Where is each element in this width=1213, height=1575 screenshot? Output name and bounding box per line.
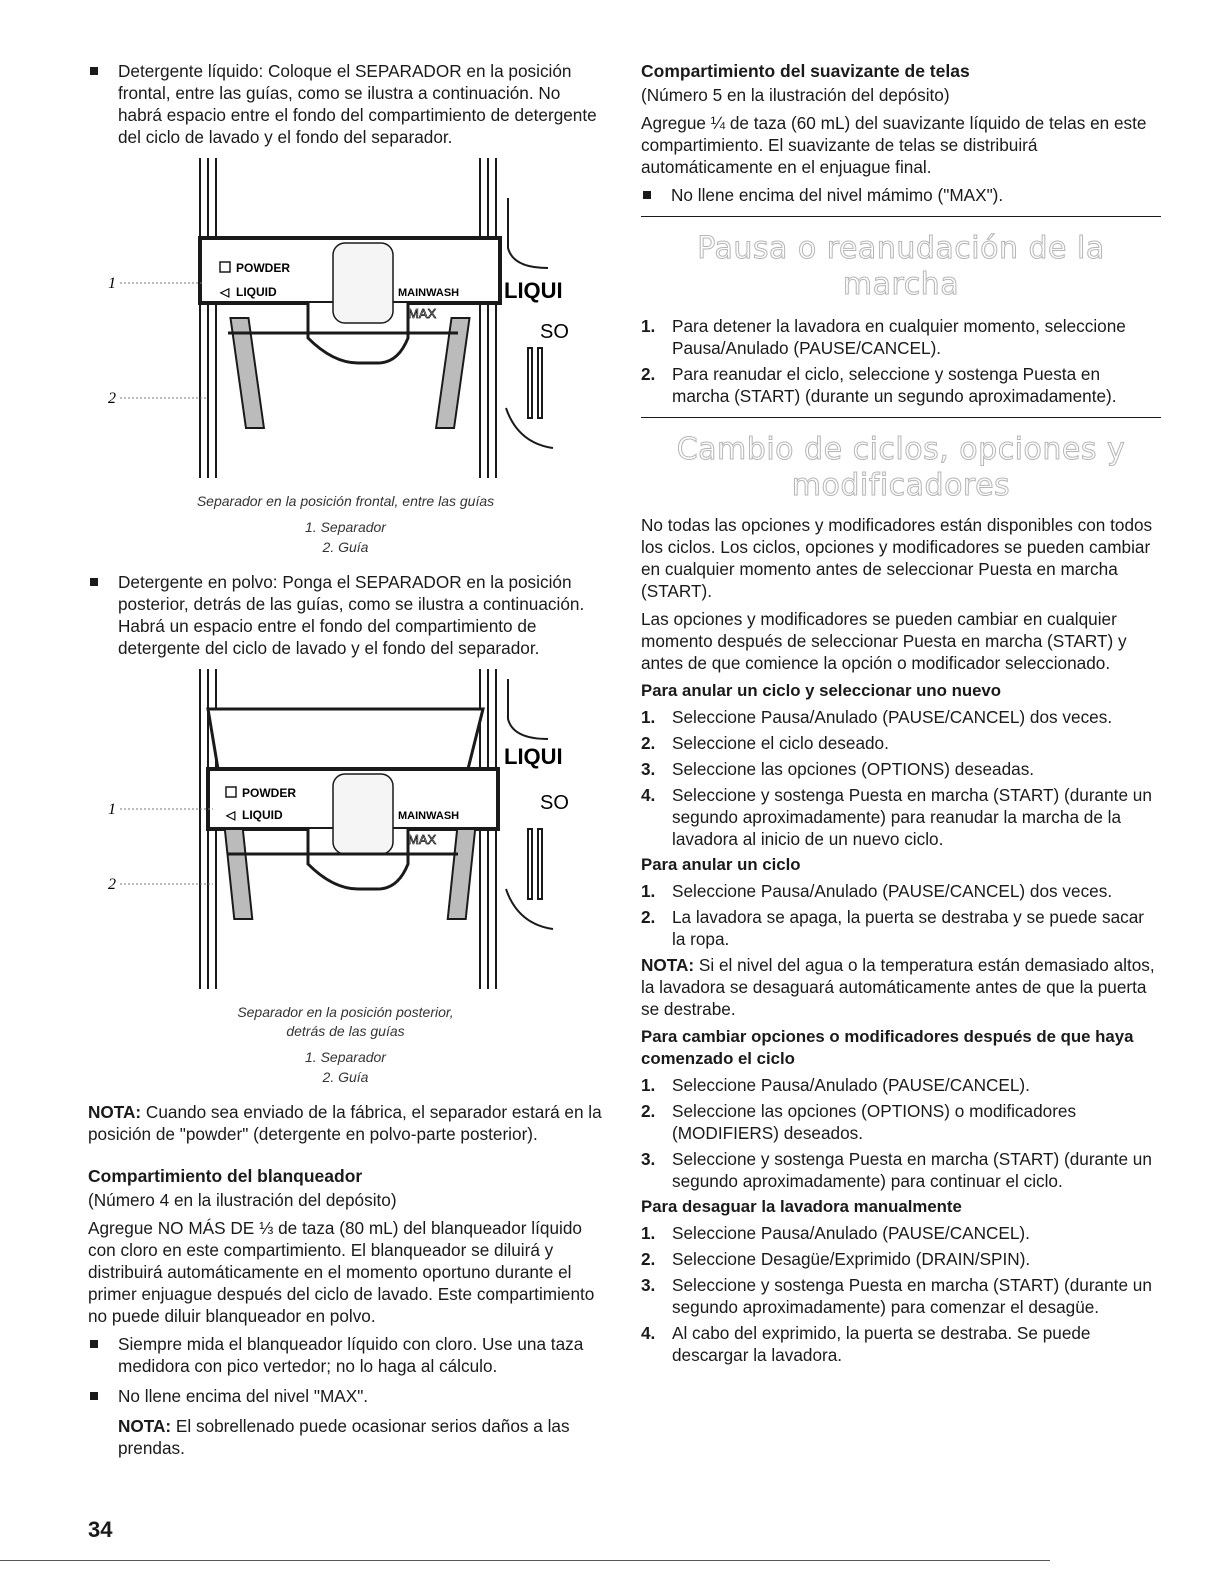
note-drain-before-unlock: NOTA: Si el nivel del agua o la temperatura están demasiado altos, la lavadora se desaguará automáticamente antes de que la puerta se destrabe. [641, 955, 1155, 1019]
bleach-subtitle: (Número 4 en la ilustración del depósito) [88, 1190, 397, 1210]
legend-item-separador: 1. Separador [305, 519, 386, 535]
list-item: 2. Para reanudar el ciclo, seleccione y sostenga Puesta en marcha (START) (durante un segundo aproximadamente). [641, 364, 1117, 406]
note-factory-position: NOTA: Cuando sea enviado de la fábrica, el separador estará en la posición de "powder" (detergente en polvo-parte posterior). [88, 1102, 602, 1144]
softener-bullet: No llene encima del nivel mámimo ("MAX"). [641, 184, 1161, 206]
callout-2: 2 [108, 876, 116, 893]
softener-text: Agregue ¼ de taza (60 mL) del suavizante líquido de telas en este compartimiento. El suavizante de telas se distribuirá automáticamente en el enjuague final. [641, 113, 1147, 177]
list-item: 3. Seleccione las opciones (OPTIONS) deseadas. [641, 759, 1035, 779]
footer-rule [0, 1560, 1050, 1561]
list-item: 4. Seleccione y sostenga Puesta en marcha (START) (durante un segundo aproximadamente) para reanudar la marcha de la lavadora al inicio de un nuevo ciclo. [641, 785, 1152, 849]
figure1-legend [88, 517, 603, 557]
change-paragraph-2: Las opciones y modificadores se pueden cambiar en cualquier momento después de seleccionar Puesta en marcha (START) y antes de que comience la opción o modificador seleccionado. [641, 609, 1127, 673]
figure-separator-front [88, 158, 603, 488]
list-item: 4. Al cabo del exprimido, la puerta se destraba. Se puede descargar la lavadora. [641, 1323, 1091, 1365]
list-item: 3. Seleccione y sostenga Puesta en marcha (START) (durante un segundo aproximadamente) para continuar el ciclo. [641, 1149, 1152, 1191]
label-liquid: LIQUID [242, 808, 283, 822]
side-label-so: SO [540, 792, 569, 814]
figure2-caption: Separador en la posición posterior, detrás de las guías [237, 1004, 454, 1039]
label-mainwash: MAINWASH [398, 810, 460, 822]
list-item: 3. Seleccione y sostenga Puesta en marcha (START) (durante un segundo aproximadamente) para comenzar el desagüe. [641, 1275, 1152, 1317]
callout-1: 1 [108, 801, 116, 818]
side-label-liqui: LIQUI [504, 744, 563, 769]
manual-drain-steps [641, 1222, 1161, 1366]
bullet-powder-detergent: Detergente en polvo: Ponga el SEPARADOR en la posición posterior, detrás de las guías, como se ilustra a continuación. Habrá un espacio entre el fondo del compartimiento de detergente del ciclo de lavado y el fondo del separador. [88, 571, 603, 659]
bullet-liquid-detergent: Detergente líquido: Coloque el SEPARADOR en la posición frontal, entre las guías, como se ilustra a continuación. No habrá espacio entre el fondo del compartimiento de detergente del ciclo de lavado y el fondo del separador. [88, 60, 603, 148]
list-item: 1. Para detener la lavadora en cualquier momento, seleccione Pausa/Anulado (PAUSE/CANCEL). [641, 316, 1126, 358]
divider [641, 417, 1161, 418]
heading-cancel-and-new: Para anular un ciclo y seleccionar uno nuevo [641, 681, 1001, 700]
list-item: 1. Seleccione Pausa/Anulado (PAUSE/CANCEL) dos veces. [641, 707, 1113, 727]
list-item: 1. Seleccione Pausa/Anulado (PAUSE/CANCEL) dos veces. [641, 881, 1113, 901]
list-item: 2. Seleccione Desagüe/Exprimido (DRAIN/SPIN). [641, 1249, 1031, 1269]
softener-subtitle: (Número 5 en la ilustración del depósito) [641, 85, 950, 105]
legend-item-separador: 1. Separador [305, 1049, 386, 1065]
side-label-liqui: LIQUI [504, 278, 563, 303]
dispenser-illustration-back [108, 669, 588, 999]
label-mainwash: MAINWASH [398, 287, 460, 299]
list-item: 2. La lavadora se apaga, la puerta se destraba y se puede sacar la ropa. [641, 907, 1145, 949]
label-max: MAX [408, 832, 437, 847]
list-item: 2. Seleccione las opciones (OPTIONS) o modificadores (MODIFIERS) deseados. [641, 1101, 1077, 1143]
heading-manual-drain: Para desaguar la lavadora manualmente [641, 1197, 962, 1216]
label-liquid: LIQUID [236, 285, 277, 299]
left-column [88, 60, 603, 1465]
svg-text:◁: ◁ [220, 285, 230, 299]
label-max: MAX [408, 306, 437, 321]
change-paragraph-1: No todas las opciones y modificadores están disponibles con todos los ciclos. Los ciclos, opciones y modificadores se pueden cambiar en cualquier momento antes de seleccionar Puesta en marcha (START). [641, 515, 1153, 601]
section-title-pause: Pausa o reanudación de la marcha [697, 231, 1105, 302]
side-label-so: SO [540, 321, 569, 343]
bleach-bullet-max: No llene encima del nivel "MAX". [88, 1385, 603, 1407]
figure-separator-back [88, 669, 603, 999]
bleach-bullet-measure: Siempre mida el blanqueador líquido con cloro. Use una taza medidora con pico vertedor; no lo haga al cálculo. [88, 1333, 603, 1377]
callout-2: 2 [108, 390, 116, 407]
callout-1: 1 [108, 275, 116, 292]
softener-heading: Compartimiento del suavizante de telas [641, 61, 970, 81]
figure1-caption: Separador en la posición frontal, entre las guías [196, 493, 495, 509]
list-item: 1. Seleccione Pausa/Anulado (PAUSE/CANCEL). [641, 1075, 1030, 1095]
note-overfill: NOTA: El sobrellenado puede ocasionar serios daños a las prendas. [118, 1416, 570, 1458]
label-powder: POWDER [236, 261, 290, 275]
label-powder: POWDER [242, 786, 296, 800]
change-options-steps [641, 1074, 1161, 1192]
legend-item-guia: 2. Guía [322, 1069, 369, 1085]
legend-item-guia: 2. Guía [322, 539, 369, 555]
svg-text:◁: ◁ [226, 808, 236, 822]
right-column [641, 60, 1161, 1370]
bleach-heading: Compartimiento del blanqueador [88, 1166, 363, 1186]
list-item: 1. Seleccione Pausa/Anulado (PAUSE/CANCEL). [641, 1223, 1030, 1243]
page-number: 34 [88, 1517, 113, 1542]
figure2-legend [88, 1047, 603, 1087]
pause-steps [641, 315, 1161, 407]
cancel-and-new-steps [641, 706, 1161, 850]
section-title-change: Cambio de ciclos, opciones y modificadores [676, 432, 1126, 503]
list-item: 2. Seleccione el ciclo deseado. [641, 733, 889, 753]
bleach-text: Agregue NO MÁS DE ⅓ de taza (80 mL) del blanqueador líquido con cloro en este compartimiento. El blanqueador se diluirá y distribuirá automáticamente en el momento oportuno durante el primer enjuague después del ciclo de lavado. Este compartimiento no puede diluir blanqueador en polvo. [88, 1218, 595, 1326]
heading-change-options: Para cambiar opciones o modificadores después de que haya comenzado el ciclo [641, 1027, 1134, 1068]
dispenser-illustration-front [108, 158, 588, 488]
cancel-cycle-steps [641, 880, 1161, 950]
heading-cancel-cycle: Para anular un ciclo [641, 855, 801, 874]
divider [641, 216, 1161, 217]
